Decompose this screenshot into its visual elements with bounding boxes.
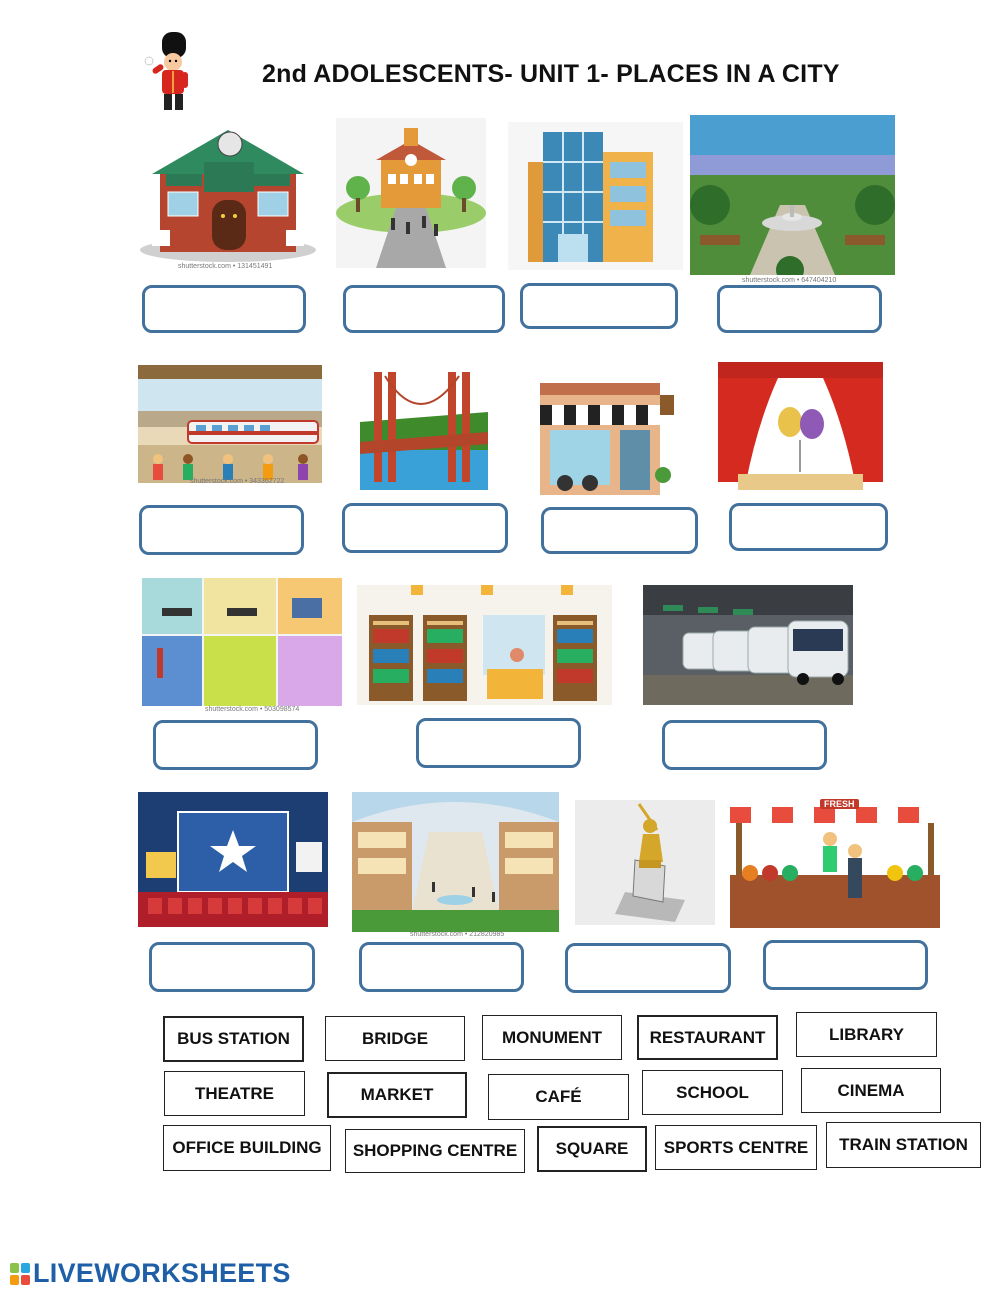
theatre-picture — [718, 362, 883, 497]
answer-box-7[interactable] — [541, 507, 698, 554]
answer-box-15[interactable] — [763, 940, 928, 990]
shopping-centre-picture — [352, 792, 559, 932]
word-card-bridge[interactable]: BRIDGE — [325, 1016, 465, 1061]
word-card-restaurant[interactable]: RESTAURANT — [637, 1015, 778, 1060]
market-picture — [730, 795, 940, 928]
photo-credit: shutterstock.com • 343362722 — [190, 478, 285, 485]
train-station-picture — [138, 365, 322, 483]
office-building-picture — [508, 122, 683, 270]
word-card-library[interactable]: LIBRARY — [796, 1012, 937, 1057]
cafe-picture — [535, 375, 685, 495]
answer-box-11[interactable] — [662, 720, 827, 770]
word-card-train-station[interactable]: TRAIN STATION — [826, 1122, 981, 1168]
word-card-school[interactable]: SCHOOL — [642, 1070, 783, 1115]
answer-box-1[interactable] — [142, 285, 306, 333]
answer-box-6[interactable] — [342, 503, 508, 553]
word-card-shopping-centre[interactable]: SHOPPING CENTRE — [345, 1129, 525, 1173]
answer-box-13[interactable] — [359, 942, 524, 992]
word-card-square[interactable]: SQUARE — [537, 1126, 647, 1172]
photo-credit: shutterstock.com • 647404210 — [742, 277, 837, 284]
bridge-picture — [360, 362, 488, 490]
answer-box-3[interactable] — [520, 283, 678, 329]
square-picture — [690, 115, 895, 275]
answer-box-14[interactable] — [565, 943, 731, 993]
answer-box-10[interactable] — [416, 718, 581, 768]
cinema-picture — [138, 792, 328, 927]
guard-mascot-image — [140, 30, 200, 115]
word-card-cafe[interactable]: CAFÉ — [488, 1074, 629, 1120]
photo-credit: shutterstock.com • 212820985 — [410, 931, 505, 938]
school-picture — [336, 118, 486, 268]
answer-box-4[interactable] — [717, 285, 882, 333]
market-sign: FRESH — [820, 799, 859, 809]
photo-credit: shutterstock.com • 503098574 — [205, 706, 300, 713]
answer-box-12[interactable] — [149, 942, 315, 992]
word-card-office-building[interactable]: OFFICE BUILDING — [163, 1125, 331, 1171]
photo-credit: shutterstock.com • 131451491 — [178, 263, 273, 270]
word-card-bus-station[interactable]: BUS STATION — [163, 1016, 304, 1062]
answer-box-8[interactable] — [729, 503, 888, 551]
page-title: 2nd ADOLESCENTS- UNIT 1- PLACES IN A CITY — [262, 60, 840, 88]
restaurant-picture — [138, 112, 318, 272]
logo-text: LIVEWORKSHEETS — [33, 1258, 291, 1288]
liveworksheets-logo[interactable] — [10, 1258, 291, 1289]
logo-badge-icon — [10, 1263, 30, 1285]
library-picture — [357, 585, 612, 705]
bus-station-picture — [643, 585, 853, 705]
monument-picture — [575, 800, 715, 925]
answer-box-9[interactable] — [153, 720, 318, 770]
word-card-monument[interactable]: MONUMENT — [482, 1015, 622, 1060]
word-card-cinema[interactable]: CINEMA — [801, 1068, 941, 1113]
sports-centre-picture — [142, 578, 342, 706]
answer-box-2[interactable] — [343, 285, 505, 333]
word-card-theatre[interactable]: THEATRE — [164, 1071, 305, 1116]
word-card-market[interactable]: MARKET — [327, 1072, 467, 1118]
answer-box-5[interactable] — [139, 505, 304, 555]
word-card-sports-centre[interactable]: SPORTS CENTRE — [655, 1125, 817, 1170]
